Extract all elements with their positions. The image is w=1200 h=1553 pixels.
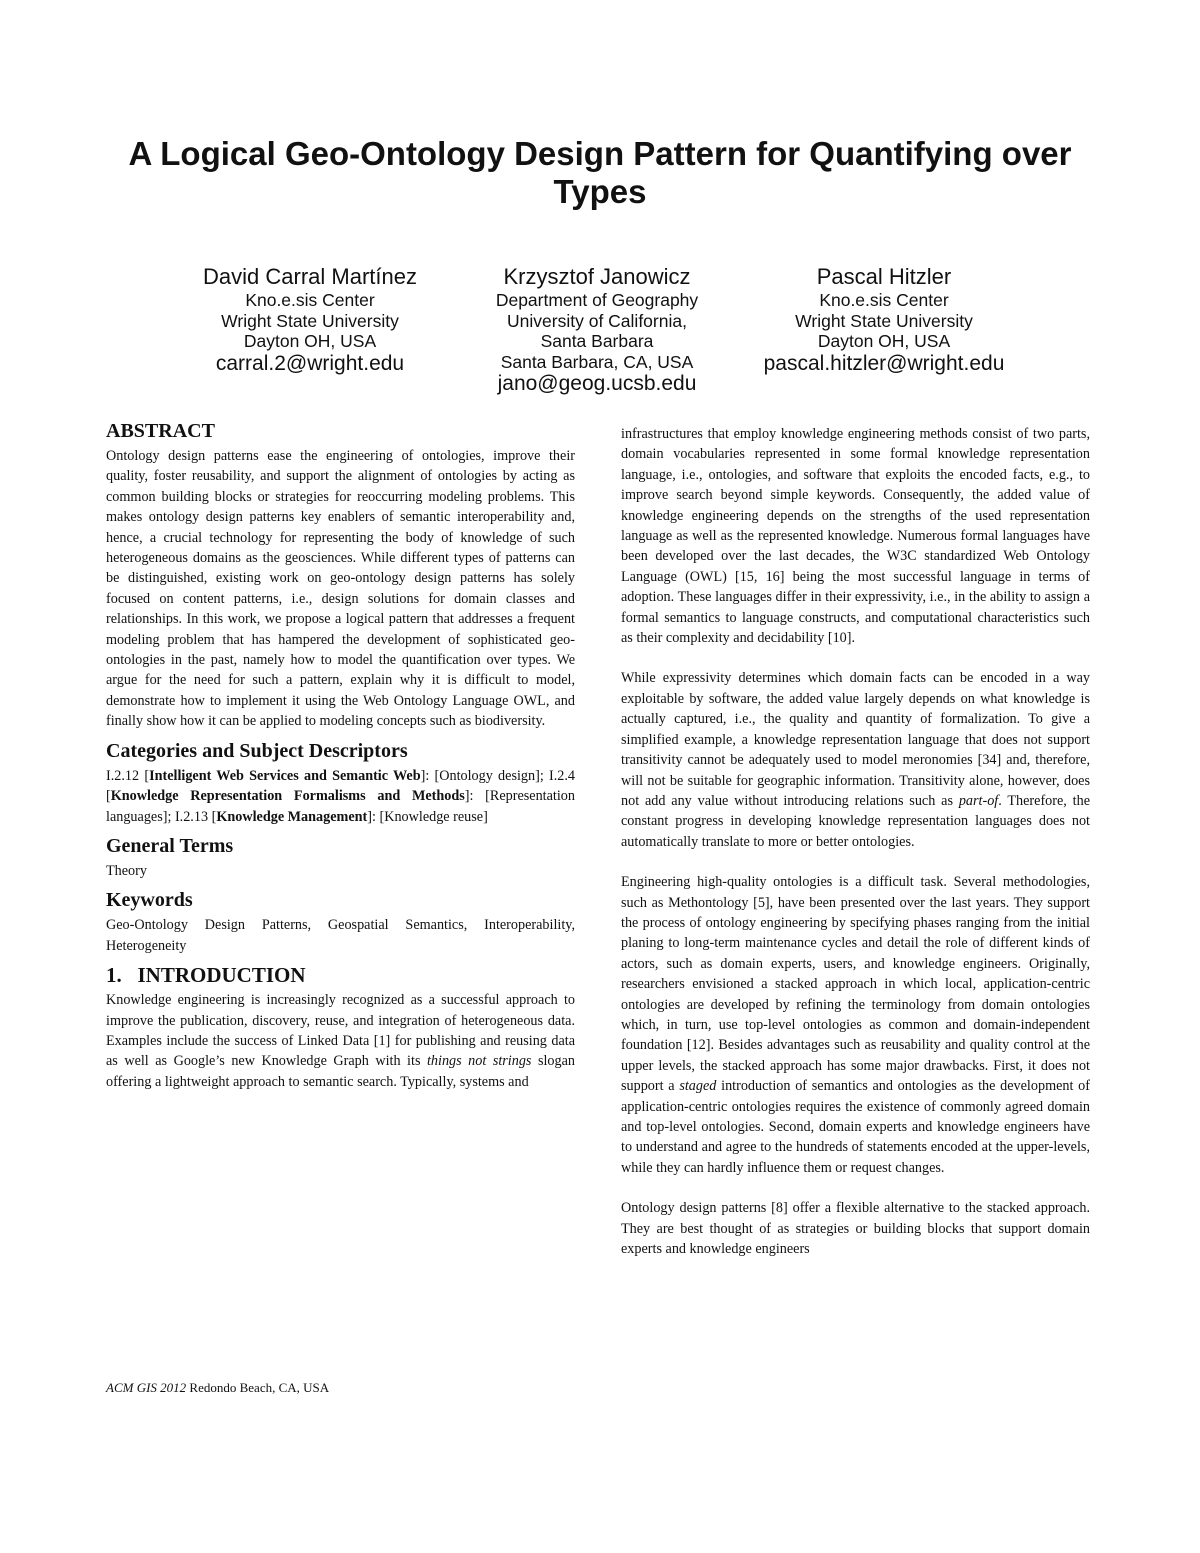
- author-affiliation: Kno.e.sis Center: [819, 290, 949, 310]
- body-paragraph: infrastructures that employ knowledge engineering methods consist of two parts, domain vocabularies represented in some formal knowledge representation language, i.e., ontologies, and software that exploits the encoded facts, e.g., to improve search beyond simple keywords. Consequently, the added value of knowledge engineering depends on the strengths of the used representation language as well as the represented knowledge. Numerous formal languages have been developed over the last decades, the W3C standardized Web Ontology Language (OWL) [15, 16] being the most successful language in terms of adoption. These languages differ in their expressivity, i.e., in the ability to assign a formal semantics to language constructs, and computational characteristics such as their complexity and decidability [10].: [621, 426, 1090, 647]
- introduction-heading: 1. INTRODUCTION: [106, 963, 306, 988]
- author-affiliation: Wright State University: [795, 310, 973, 331]
- body-paragraph: Engineering high-quality ontologies is a difficult task. Several methodologies, such as Methontology [5], have been presented over the last years. They support the process of ontology engineering by specifying phases ranging from the initial planing to long-term maintenance cycles and detail the role of different kinds of actors, such as domain experts, users, and knowledge engineers. Originally, researchers envisioned a stacked approach in which local, application-centric ontologies are developed by refining the terminology from domain ontologies which, in turn, use top-level ontologies as common and domain-independent foundation [12]. Besides advantages such as reusability and quality control at the upper levels, the stacked approach has some major drawbacks. First, it does not support a staged introduction of semantics and ontologies as the development of application-centric ontologies requires the existence of commonly agreed domain and top-level ontologies. Second, domain experts and knowledge engineers have to understand and agree to the hundreds of statements encoded at the upper-levels, while they can hardly influence them or request changes.: [621, 874, 1090, 1176]
- author-name: Krzysztof Janowicz: [503, 264, 691, 289]
- body-paragraph: Ontology design patterns [8] offer a flexible alternative to the stacked approach. They are best thought of as strategies or building blocks that support domain experts and knowledge engineers: [621, 1200, 1090, 1258]
- keywords-heading: Keywords: [106, 889, 193, 912]
- author-affiliation: Dayton OH, USA: [817, 331, 951, 351]
- author-affiliation: University of California,: [507, 310, 687, 331]
- author-affiliation: Kno.e.sis Center: [245, 290, 375, 310]
- keywords-text: Geo-Ontology Design Patterns, Geospatial Semantics, Interoperability, Heterogeneity: [106, 917, 575, 954]
- venue-footnote: ACM GIS 2012 Redondo Beach, CA, USA: [106, 1380, 330, 1395]
- author-affiliation: Wright State University: [221, 310, 399, 331]
- introduction-paragraph: Knowledge engineering is increasingly recognized as a successful approach to improve the publication, discovery, reuse, and integration of heterogeneous data. Examples include the success of Linked Data [1] for publishing and reusing data as well as Google’s new Knowledge Graph with its things not strings slogan offering a lightweight approach to semantic search. Typically, systems and: [106, 992, 576, 1090]
- author-name: David Carral Martínez: [203, 264, 417, 289]
- paper-title: A Logical Geo-Ontology Design Pattern for Quantifying over Types: [128, 135, 1072, 210]
- abstract-heading: ABSTRACT: [106, 420, 215, 442]
- right-column: [621, 424, 1090, 1259]
- body-paragraph: While expressivity determines which domain facts can be encoded in a way exploitable by software, the added value largely depends on what knowledge is actually captured, i.e., the quality and quantity of formalization. To give a simplified example, a knowledge representation language that does not support transitivity cannot be adequately used to model meronomies [34] and, therefore, will not be suitable for geographic information. Transitivity alone, however, does not add any value without introducing relations such as part-of. Therefore, the constant progress in developing knowledge representation languages does not automatically translate to more or better ontologies.: [621, 670, 1090, 850]
- author-email: carral.2@wright.edu: [215, 351, 405, 375]
- author-name: Pascal Hitzler: [816, 264, 952, 289]
- left-column: [106, 418, 575, 1092]
- author-affiliation: Dayton OH, USA: [243, 331, 377, 351]
- categories-heading: Categories and Subject Descriptors: [106, 739, 408, 762]
- author-email: pascal.hitzler@wright.edu: [763, 351, 1005, 375]
- author-block-3: [734, 264, 1034, 376]
- author-block-1: [160, 264, 460, 376]
- author-affiliation: Santa Barbara, CA, USA: [500, 351, 694, 372]
- author-email: jano@geog.ucsb.edu: [497, 372, 697, 395]
- general-terms-text: Theory: [106, 862, 147, 879]
- general-terms-heading: General Terms: [106, 834, 234, 857]
- abstract-text: Ontology design patterns ease the engineering of ontologies, improve their quality, foster reusability, and support the alignment of ontologies by acting as common building blocks or strategies for reoccurring modeling problems. This makes ontology design patterns key enablers of semantic interoperability and, hence, a crucial technology for representing the body of knowledge of such heterogeneous domains as the geosciences. While different types of patterns can be distinguished, existing work on geo-ontology design patterns has solely focused on content patterns, i.e., design solutions for domain classes and relationships. In this work, we propose a logical pattern that addresses a frequent modeling problem that has hampered the development of sophisticated geo-ontologies in the past, namely how to model the quantification over types. We argue for the need for such a pattern, explain why it is difficult to model, demonstrate how to implement it using the Web Ontology Language OWL, and finally show how it can be applied to modeling concepts such as biodiversity.: [106, 448, 575, 730]
- author-affiliation: Santa Barbara: [540, 331, 654, 351]
- author-block-2: [447, 264, 747, 396]
- categories-text: I.2.12 [Intelligent Web Services and Semantic Web]: [Ontology design]; I.2.4 [Knowledge Representation Formalisms and Methods]: [Representation languages]; I.2.13 [Knowledge Management]: [Knowledge reuse]: [106, 767, 575, 825]
- author-affiliation: Department of Geography: [495, 290, 699, 310]
